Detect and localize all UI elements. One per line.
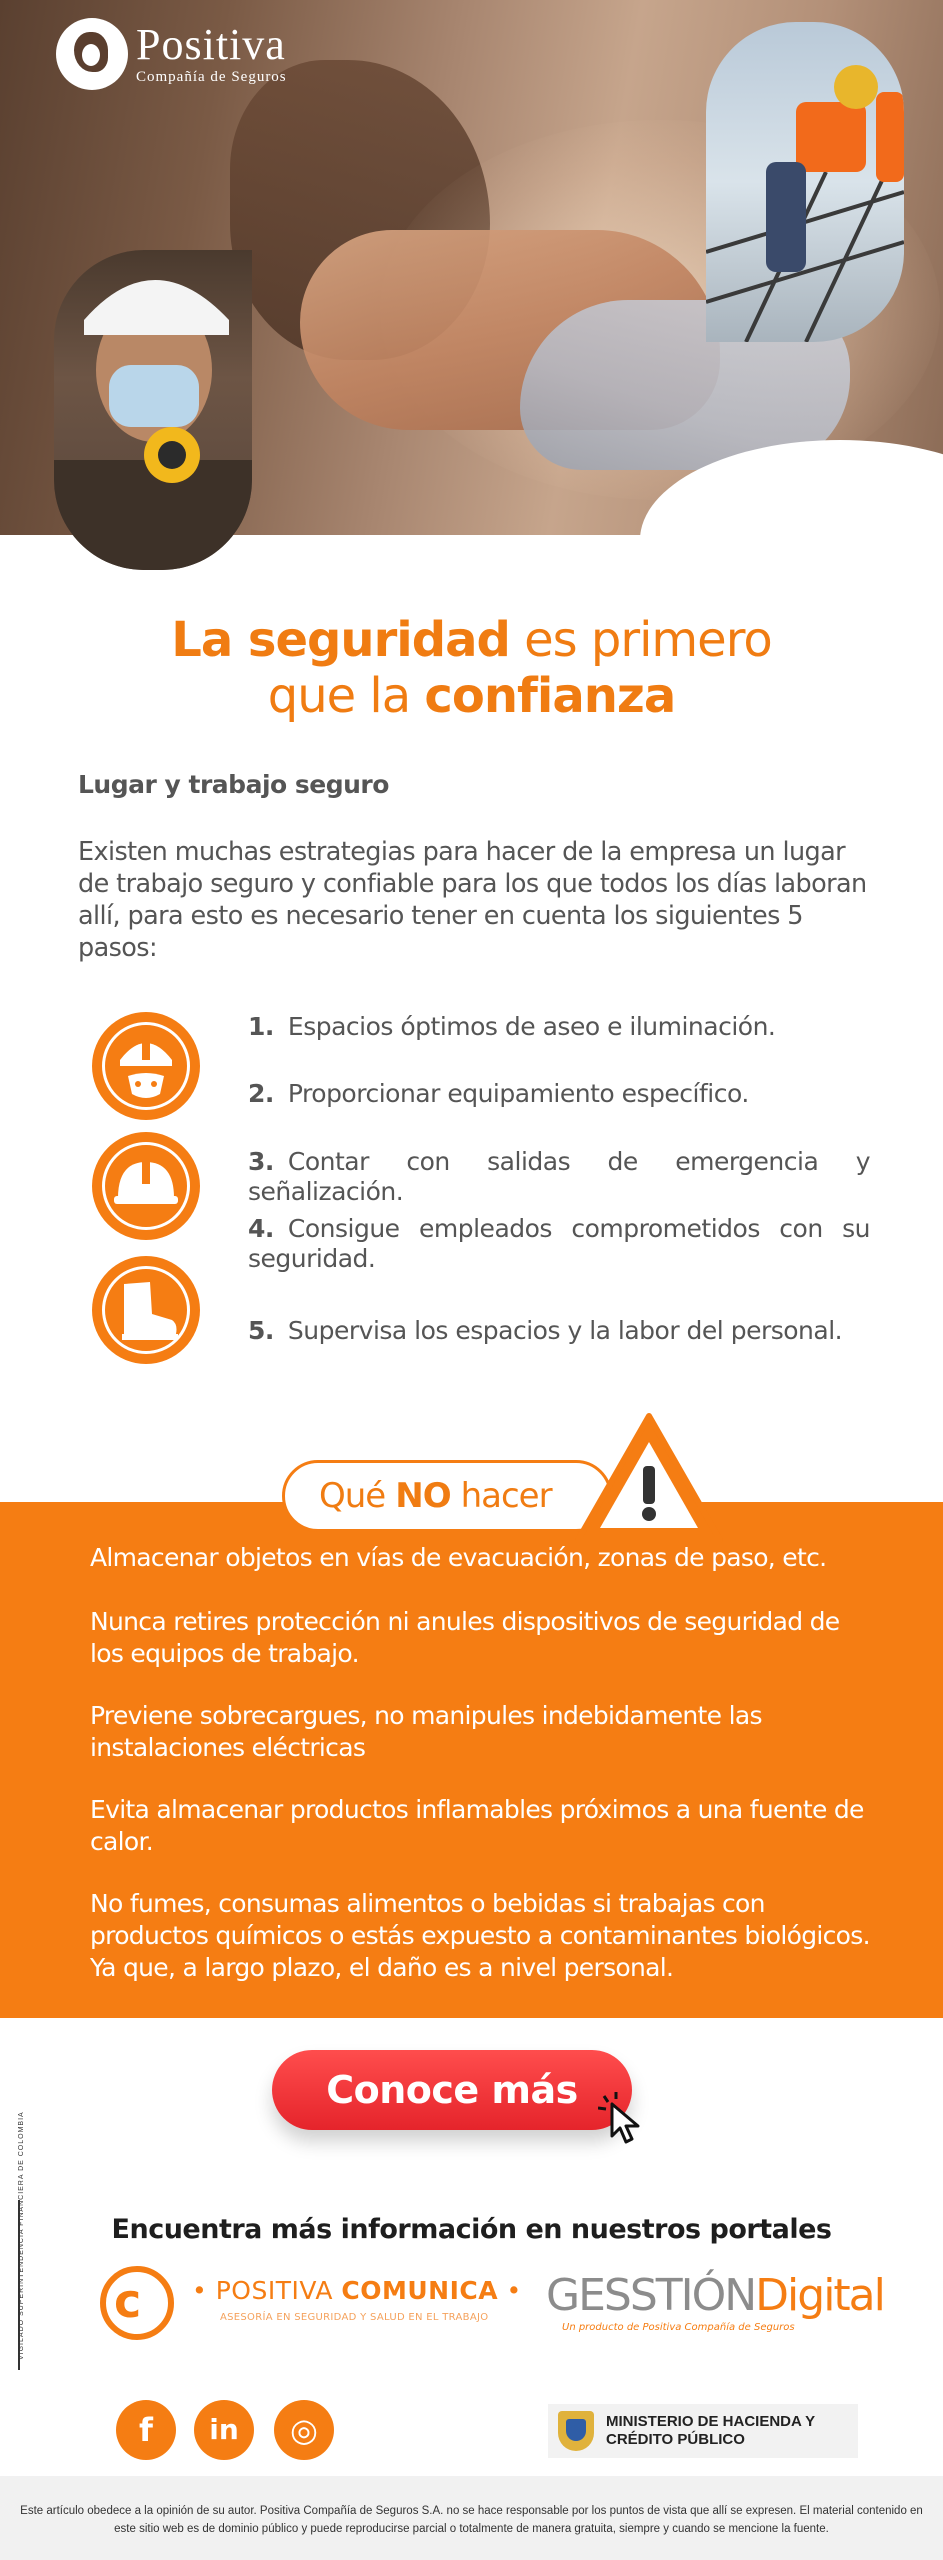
brand-name: Positiva [136, 19, 286, 69]
positiva-comunica-logo[interactable]: c • POSITIVA COMUNICA • ASESORÍA EN SEGURIDAD Y SALUD EN EL TRABAJO [100, 2266, 480, 2340]
safety-boot-icon [92, 1256, 200, 1364]
intro-paragraph: Existen muchas estrategias para hacer de la empresa un lugar de trabajo seguro y confiable para los que todos los días laboran allí, para esto es necesario tener en cuenta los siguientes 5 pasos: [78, 837, 867, 963]
positiva-logo-icon [56, 18, 128, 90]
headline-bold-2: confianza [424, 668, 676, 724]
footer [0, 2476, 943, 2560]
warning-triangle-icon [574, 1408, 724, 1548]
worker-mask-illustration [54, 250, 252, 570]
step-item: 5. Supervisa los espacios y la labor del personal. [248, 1316, 843, 1345]
conoce-mas-button[interactable]: Conoce más [272, 2050, 632, 2130]
dont-label-pill: Qué NO hacer [282, 1460, 612, 1532]
hardhat-mask-icon [92, 1012, 200, 1120]
portals-title: Encuentra más información en nuestros portales [111, 2214, 832, 2245]
dont-item: Almacenar objetos en vías de evacuación, zonas de paso, etc. [90, 1543, 827, 1572]
step-item: 4. Consigue empleados comprometidos con su seguridad. [248, 1214, 870, 1273]
gesstion-digital-logo[interactable]: GESSTIÓNDigital Un producto de Positiva Compañía de Seguros [546, 2270, 884, 2333]
dont-item: No fumes, consumas alimentos o bebidas si trabajas con productos químicos o estás expuesto a contaminantes biológicos. Ya que, a largo plazo, el daño es a nivel personal. [90, 1889, 870, 1982]
worker-climbing-photo [706, 22, 904, 342]
step-item: 1. Espacios óptimos de aseo e iluminación. [248, 1012, 776, 1041]
vigilado-seal: VIGILADO SUPERINTENDENCIA FINANCIERA DE COLOMBIA [18, 2200, 32, 2370]
dont-item: Nunca retires protección ni anules dispositivos de seguridad de los equipos de trabajo. [90, 1607, 840, 1668]
brand-sub: Compañía de Seguros [136, 68, 287, 85]
footer-disclaimer: Este artículo obedece a la opinión de su autor. Positiva Compañía de Seguros S.A. no se hace responsable por los puntos de vista que allí se expresen. El material contenido en este sitio web es de dominio público y puede reproducirse parcial o totalmente de manera gratuita, siempre y cuando se mencione la fuente. [20, 2505, 923, 2535]
worker-mask-photo [54, 250, 252, 570]
instagram-icon[interactable]: ◎ [274, 2400, 334, 2460]
section-title: Lugar y trabajo seguro [78, 770, 389, 799]
step-item: 2. Proporcionar equipamiento específico. [248, 1079, 749, 1108]
headline-rest-1: es primero [509, 612, 772, 668]
dont-item: Previene sobrecargues, no manipules indebidamente las instalaciones eléctricas [90, 1701, 762, 1762]
positiva-logo[interactable] [56, 18, 287, 90]
step-item: 3. Contar con salidas de emergencia y señalización. [248, 1147, 870, 1206]
cursor-click-icon [598, 2092, 650, 2146]
colombia-shield-icon [558, 2411, 594, 2451]
facebook-icon[interactable]: f [116, 2400, 176, 2460]
ministerio-hacienda-logo[interactable]: MINISTERIO DE HACIENDA Y CRÉDITO PÚBLICO [548, 2404, 858, 2458]
linkedin-icon[interactable]: in [194, 2400, 254, 2460]
worker-climbing-illustration [706, 22, 904, 342]
headline [0, 612, 943, 724]
hardhat-icon [92, 1132, 200, 1240]
dont-item: Evita almacenar productos inflamables próximos a una fuente de calor. [90, 1795, 864, 1856]
headline-bold-1: La seguridad [171, 612, 510, 668]
headline-rest-2: que la [267, 668, 425, 724]
